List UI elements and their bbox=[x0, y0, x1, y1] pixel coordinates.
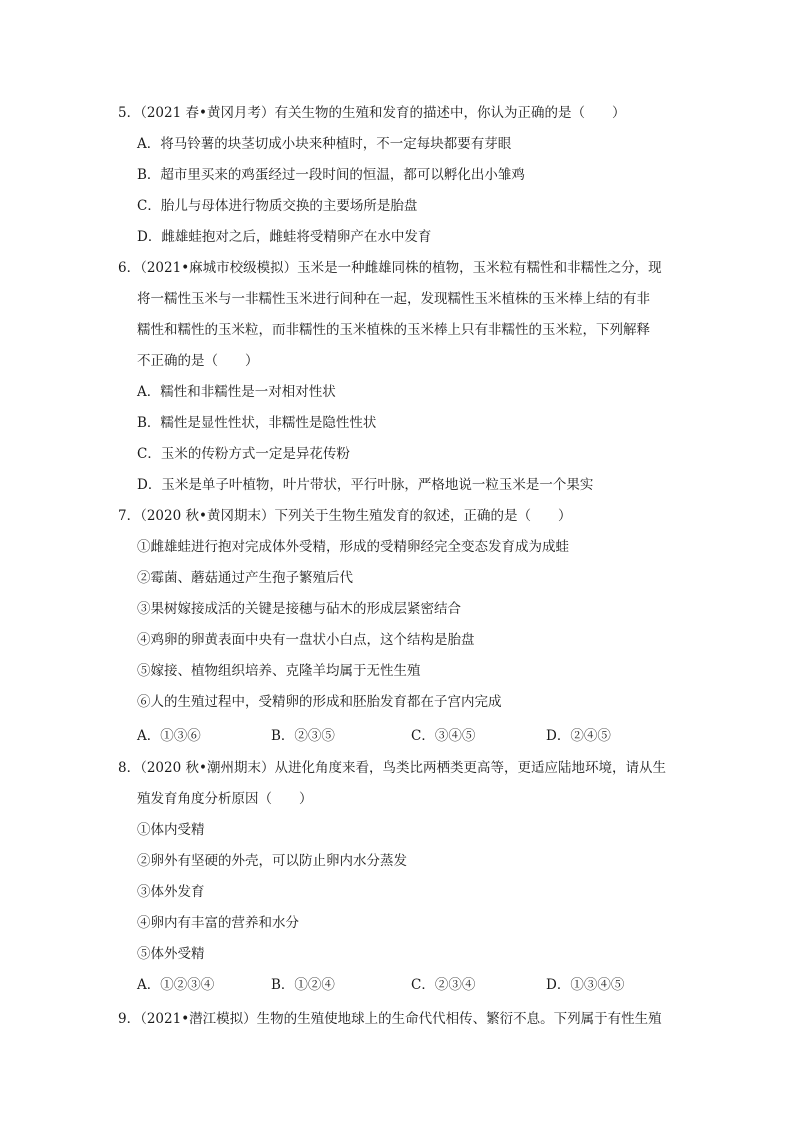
question-7-choice-d: D．②④⑤ bbox=[546, 728, 611, 744]
question-7-stem: 7．（2020 秋•黄冈期末）下列关于生物生殖发育的叙述，正确的是（ ） bbox=[118, 508, 572, 524]
question-6-stem-line-2: 将一糯性玉米与一非糯性玉米进行间种在一起，发现糯性玉米植株的玉米棒上结的有非 bbox=[137, 291, 650, 307]
question-7-statement-3: ③果树嫁接成活的关键是接穗与砧木的形成层紧密结合 bbox=[137, 601, 461, 617]
question-8-statement-5: ⑤体外受精 bbox=[137, 946, 205, 962]
question-8-statement-1: ①体内受精 bbox=[137, 822, 205, 838]
question-5-option-c: C．胎儿与母体进行物质交换的主要场所是胎盘 bbox=[137, 198, 418, 214]
question-6-option-a: A．糯性和非糯性是一对相对性状 bbox=[137, 384, 336, 400]
question-8-choice-b: B．①②④ bbox=[271, 977, 335, 993]
question-8-choice-c: C．②③④ bbox=[411, 977, 476, 993]
question-7-statement-1: ①雌雄蛙进行抱对完成体外受精，形成的受精卵经完全变态发育成为成蛙 bbox=[137, 539, 569, 555]
question-6-stem-line-1: 6．（2021•麻城市校级模拟）玉米是一种雌雄同株的植物，玉米粒有糯性和非糯性之分，现 bbox=[118, 260, 662, 276]
question-8-statement-2: ②卵外有坚硬的外壳，可以防止卵内水分蒸发 bbox=[137, 853, 407, 869]
question-5-option-d: D．雌雄蛙抱对之后，雌蛙将受精卵产在水中发育 bbox=[137, 229, 432, 245]
question-7-choice-b: B．②③⑤ bbox=[271, 728, 335, 744]
question-6-option-d: D．玉米是单子叶植物，叶片带状，平行叶脉，严格地说一粒玉米是一个果实 bbox=[137, 477, 594, 493]
question-8-statement-4: ④卵内有丰富的营养和水分 bbox=[137, 915, 299, 931]
question-9-stem: 9．（2021•潜江模拟）生物的生殖使地球上的生命代代相传、繁衍不息。下列属于有性生殖 bbox=[118, 1011, 662, 1027]
question-8-stem-line-1: 8．（2020 秋•潮州期末）从进化角度来看，鸟类比两栖类更高等，更适应陆地环境，请从生 bbox=[118, 760, 666, 776]
question-6-option-c: C．玉米的传粉方式一定是异花传粉 bbox=[137, 446, 350, 462]
question-6-stem-line-3: 糯性和糯性的玉米粒，而非糯性的玉米植株的玉米棒上只有非糯性的玉米粒，下列解释 bbox=[137, 322, 650, 338]
question-7-choice-c: C．③④⑤ bbox=[411, 728, 476, 744]
question-7-statement-4: ④鸡卵的卵黄表面中央有一盘状小白点，这个结构是胎盘 bbox=[137, 632, 475, 648]
question-6-stem-line-4: 不正确的是（ ） bbox=[137, 353, 259, 369]
question-7-choice-a: A．①③⑥ bbox=[137, 728, 201, 744]
question-7-statement-2: ②霉菌、蘑菇通过产生孢子繁殖后代 bbox=[137, 570, 353, 586]
question-5-option-a: A．将马铃薯的块茎切成小块来种植时，不一定每块都要有芽眼 bbox=[137, 136, 512, 152]
question-5-stem: 5．（2021 春•黄冈月考）有关生物的生殖和发育的描述中，你认为正确的是（ ） bbox=[118, 105, 626, 121]
question-7-statement-5: ⑤嫁接、植物组织培养、克隆羊均属于无性生殖 bbox=[137, 663, 421, 679]
question-8-statement-3: ③体外发育 bbox=[137, 884, 205, 900]
question-8-choice-a: A．①②③④ bbox=[137, 977, 215, 993]
question-5-option-b: B．超市里买来的鸡蛋经过一段时间的恒温，都可以孵化出小雏鸡 bbox=[137, 167, 525, 183]
question-7-statement-6: ⑥人的生殖过程中，受精卵的形成和胚胎发育都在子宫内完成 bbox=[137, 694, 502, 710]
question-8-stem-line-2: 殖发育角度分析原因（ ） bbox=[137, 791, 313, 807]
question-6-option-b: B．糯性是显性性状，非糯性是隐性性状 bbox=[137, 415, 377, 431]
question-8-choice-d: D．①③④⑤ bbox=[546, 977, 625, 993]
